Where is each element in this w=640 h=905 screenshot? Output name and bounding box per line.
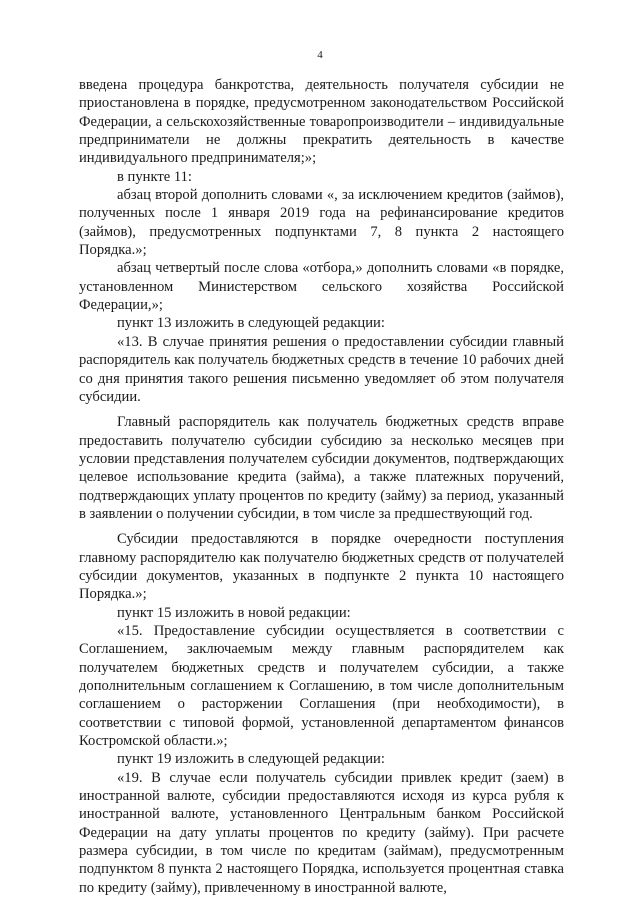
paragraph: абзац четвертый после слова «отбора,» дополнить словами «в порядке, установленном Министерством сельского хозяйства Российской Федерации,»; bbox=[79, 260, 564, 314]
paragraph: Субсидии предоставляются в порядке очередности поступления главному распорядителю как получателю бюджетных средств от получателей субсидии документов, указанных в подпункте 2 пункта 10 настоящего Порядка.»; bbox=[79, 531, 564, 603]
document-body bbox=[79, 76, 564, 897]
page-number: 4 bbox=[317, 49, 323, 61]
paragraph: в пункте 11: bbox=[117, 168, 192, 185]
paragraph: введена процедура банкротства, деятельность получателя субсидии не приостановлена в порядке, предусмотренном законодательством Российской Федерации, а сельскохозяйственные товаропроизводители – индивидуальные предприниматели не должны прекратить деятельность в качестве индивидуального предпринимателя;»; bbox=[79, 77, 564, 167]
paragraph: абзац второй дополнить словами «, за исключением кредитов (займов), полученных после 1 января 2019 года на рефинансирование кредитов (займов), предусмотренных подпунктами 7, 8 пункта 2 настоящего Порядка.»; bbox=[79, 187, 564, 259]
paragraph: «13. В случае принятия решения о предоставлении субсидии главный распорядитель как получатель бюджетных средств в течение 10 рабочих дней со дня принятия такого решения письменно уведомляет об этом получателя субсидии. bbox=[79, 333, 564, 405]
paragraph: пункт 15 изложить в новой редакции: bbox=[117, 604, 351, 621]
paragraph: Главный распорядитель как получатель бюджетных средств вправе предоставить получателю субсидии субсидию за несколько месяцев при условии представления получателем субсидии документов, подтверждающих целевое использование кредита (займа), а также платежных поручений, подтверждающих уплату процентов по кредиту (займу) за период, указанный в заявлении о получении субсидии, в том числе за предшествующий год. bbox=[79, 414, 564, 522]
paragraph: «15. Предоставление субсидии осуществляется в соответствии с Соглашением, заключаемым между главным распорядителем как получателем бюджетных средств и получателем субсидии, а также дополнительным соглашением к Соглашению, в том числе дополнительным соглашением о расторжении Соглашения (при необходимости), в соответствии с типовой формой, установленной департаментом финансов Костромской области.»; bbox=[79, 622, 564, 750]
paragraph: пункт 13 изложить в следующей редакции: bbox=[117, 315, 385, 332]
paragraph: пункт 19 изложить в следующей редакции: bbox=[117, 751, 385, 768]
paragraph: «19. В случае если получатель субсидии привлек кредит (заем) в иностранной валюте, субсидии предоставляются исходя из курса рубля к иностранной валюте, установленного Центральным банком Российской Федерации на дату уплаты процентов по кредиту (займу). При расчете размера субсидии, в том числе по кредитам (займам), предусмотренным подпунктом 8 пункта 2 настоящего Порядка, используется процентная ставка по кредиту (займу), привлеченному в иностранной валюте, bbox=[79, 769, 564, 896]
